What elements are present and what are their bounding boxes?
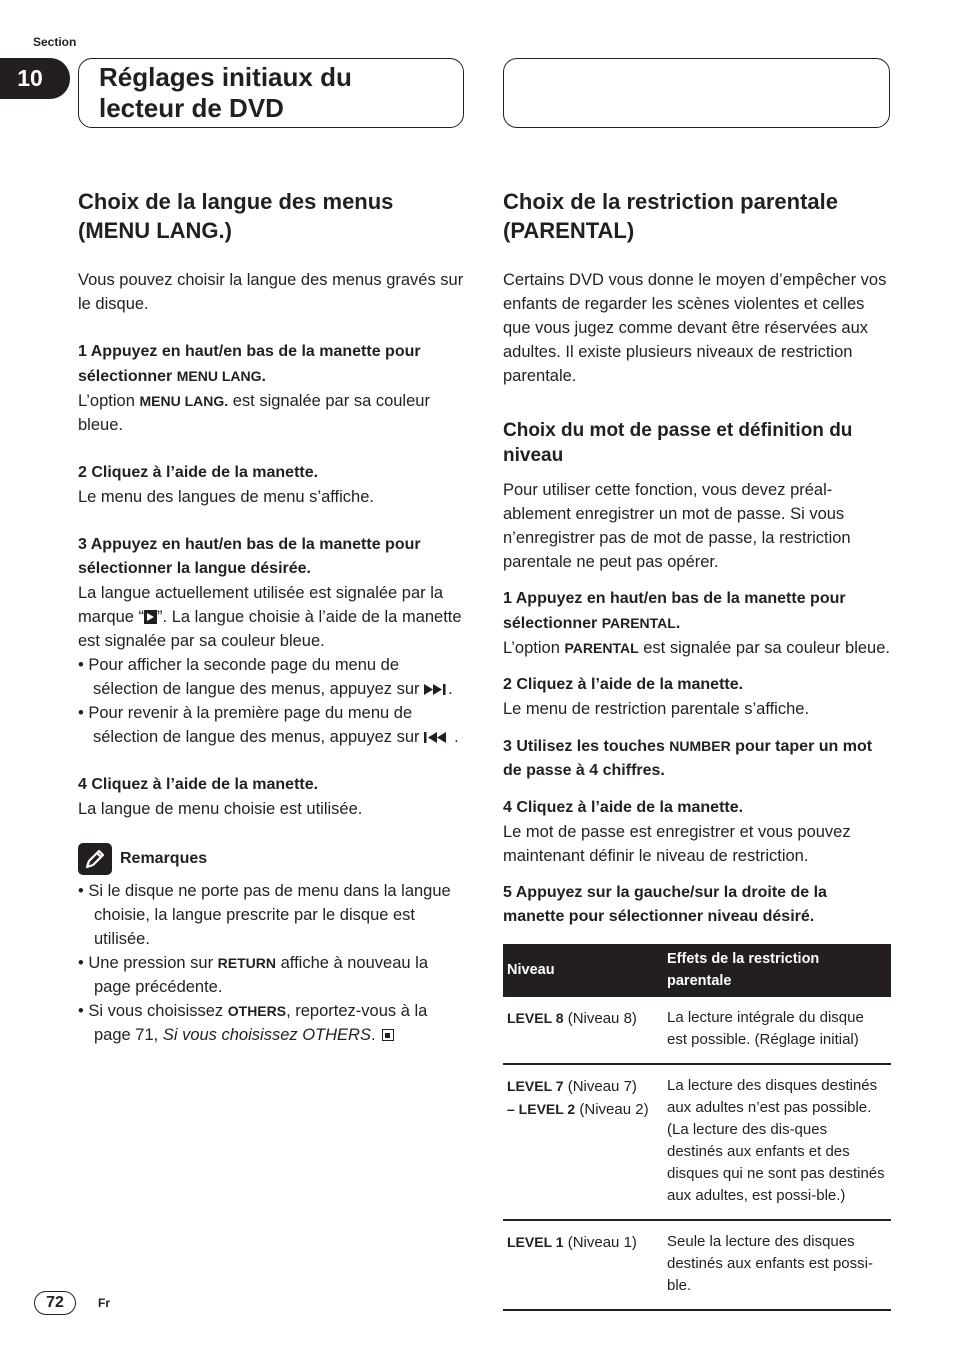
left-column: [78, 187, 466, 1047]
table-header-effect: Effets de la restriction parentale: [663, 944, 891, 997]
right-step1-title: 1 Appuyez en haut/en bas de la manette pour sélectionner PARENTAL.: [503, 590, 846, 632]
chapter-title-line2: lecteur de DVD: [99, 93, 284, 123]
note-item: • Une pression sur RETURN affiche à nouveau la page précédente.: [78, 954, 428, 996]
left-step4-title: 4 Cliquez à l’aide de la manette.: [78, 776, 319, 793]
right-heading-line1: Choix de la restriction parentale: [503, 189, 838, 214]
right-sub-intro: Pour utiliser cette fonction, vous devez préal-ablement enregistrer un mot de passe. Si vous n’enregistrer pas de mot de passe, la restriction parentale ne peut pas opérer.: [503, 481, 851, 571]
level-cell: LEVEL 1 (Niveau 1): [503, 1220, 663, 1310]
left-step2-body: Le menu des langues de menu s’affiche.: [78, 488, 374, 506]
table-row: [503, 1220, 891, 1310]
notes-list: [78, 879, 466, 1047]
left-intro: Vous pouvez choisir la langue des menus gravés sur le disque.: [78, 271, 464, 313]
end-of-section-icon: [382, 1029, 394, 1041]
left-step2-title: 2 Cliquez à l’aide de la manette.: [78, 464, 319, 481]
left-step4-body: La langue de menu choisie est utilisée.: [78, 800, 363, 818]
empty-header-box: [503, 58, 890, 128]
effect-cell: La lecture intégrale du disque est possible. (Réglage initial): [663, 997, 891, 1064]
right-step3-title: 3 Utilisez les touches NUMBER pour taper un mot de passe à 4 chiffres.: [503, 738, 873, 779]
left-step3-bullet2: • Pour revenir à la première page du menu de sélection de langue des menus, appuyez sur .: [78, 704, 459, 746]
table-header-level: Niveau: [503, 944, 663, 997]
left-step3-title: 3 Appuyez en haut/en bas de la manette pour sélectionner la langue désirée.: [78, 536, 421, 577]
note-item: • Si le disque ne porte pas de menu dans la langue choisie, la langue prescrite par le disque est utilisée.: [78, 882, 451, 948]
right-step4-title: 4 Cliquez à l’aide de la manette.: [503, 799, 744, 816]
left-heading-line1: Choix de la langue des menus: [78, 189, 394, 214]
section-label: Section: [33, 35, 77, 49]
level-cell: LEVEL 7 (Niveau 7) – LEVEL 2 (Niveau 2): [503, 1064, 663, 1220]
pencil-icon: [78, 843, 112, 875]
right-intro: Certains DVD vous donne le moyen d’empêcher vos enfants de regarder les scènes violentes et celles que vous jugez comme devant être réservées aux adultes. Il existe plusieurs niveaux de restriction parentale.: [503, 271, 887, 385]
chapter-title-box: [78, 58, 464, 128]
next-track-icon: [424, 680, 448, 698]
left-heading-line2: (MENU LANG.): [78, 218, 232, 243]
notes-title: Remarques: [120, 850, 208, 867]
right-step2-body: Le menu de restriction parentale s’affiche.: [503, 700, 810, 718]
effect-cell: La lecture des disques destinés aux adultes n’est pas possible. (La lecture des dis-ques destinés aux enfants et des disques qui ne sont pas destinés aux adultes, est possi-ble.): [663, 1064, 891, 1220]
right-heading: [503, 187, 891, 245]
notes-header: [78, 843, 466, 875]
chapter-title-line1: Réglages initiaux du: [99, 62, 352, 92]
parental-level-table: [503, 944, 891, 1311]
left-step1-title: 1 Appuyez en haut/en bas de la manette pour sélectionner MENU LANG.: [78, 343, 421, 385]
note-item: • Si vous choisissez OTHERS, reportez-vous à la page 71, Si vous choisissez OTHERS.: [78, 1002, 428, 1044]
right-subheading: Choix du mot de passe et définition du niveau: [503, 420, 853, 466]
right-column: [503, 187, 891, 1311]
level-cell: LEVEL 8 (Niveau 8): [503, 997, 663, 1064]
section-number-tab: 10: [0, 58, 70, 99]
right-step2-title: 2 Cliquez à l’aide de la manette.: [503, 676, 744, 693]
effect-cell: Seule la lecture des disques destinés aux enfants est possi-ble.: [663, 1220, 891, 1310]
table-header-row: [503, 944, 891, 997]
language-code: Fr: [98, 1296, 110, 1310]
table-row: [503, 997, 891, 1064]
previous-track-icon: [424, 728, 454, 746]
left-heading: [78, 187, 466, 245]
right-heading-line2: (PARENTAL): [503, 218, 635, 243]
right-step1-body: L’option PARENTAL est signalée par sa couleur bleue.: [503, 639, 890, 657]
table-row: [503, 1064, 891, 1220]
right-step4-body: Le mot de passe est enregistrer et vous pouvez maintenant définir le niveau de restriction.: [503, 823, 851, 865]
left-step3-bullet1: • Pour afficher la seconde page du menu de sélection de langue des menus, appuyez sur .: [78, 656, 453, 698]
page-number: 72: [34, 1291, 76, 1315]
left-step1-body: L’option MENU LANG. est signalée par sa couleur bleue.: [78, 392, 430, 434]
right-step5-title: 5 Appuyez sur la gauche/sur la droite de la manette pour sélectionner niveau désiré.: [503, 884, 827, 925]
left-step3-body: La langue actuellement utilisée est signalée par la marque “ ”. La langue choisie à l’aide de la manette est signalée par sa couleur bleue.: [78, 584, 462, 650]
current-language-marker-icon: [144, 610, 157, 624]
